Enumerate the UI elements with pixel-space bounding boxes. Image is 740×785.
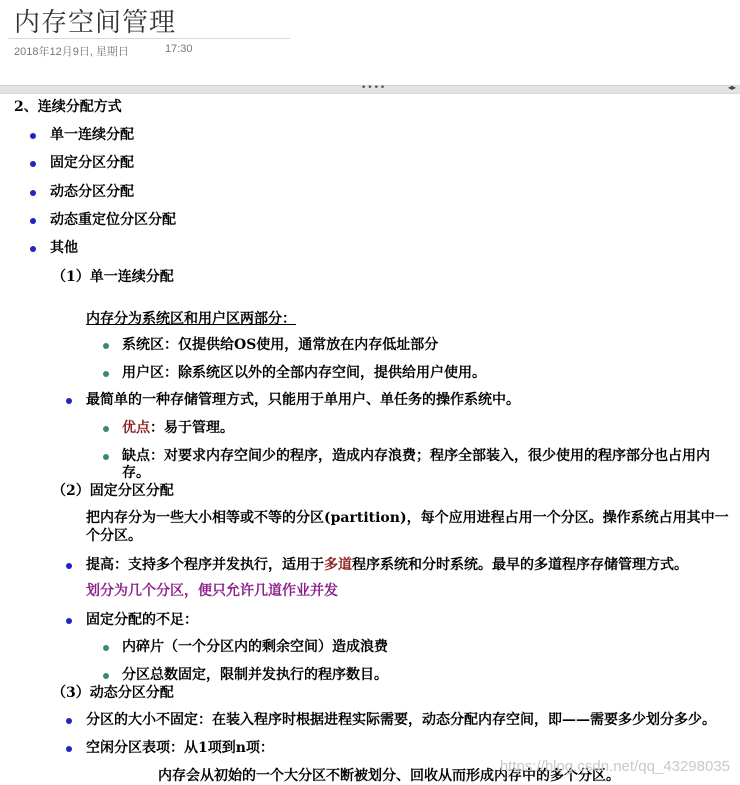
bullet-icon [103, 645, 109, 651]
page-date: 2018年12月9日, 星期日 [14, 46, 129, 58]
partition-highlight: 划分为几个分区，便只允许几道作业并发 [86, 583, 338, 599]
bullet-icon [30, 161, 36, 167]
improvement-text-c: 程序系统和分时系统。最早的多道程序存储管理方式。 [352, 557, 688, 573]
bullet-icon [66, 398, 72, 404]
watermark: https://blog.csdn.net/qq_43298035 [499, 758, 730, 775]
bullet-icon [30, 218, 36, 224]
bullet-icon [103, 426, 109, 432]
improvement-highlight: 多道 [324, 557, 352, 573]
bullet-icon [66, 563, 72, 569]
improvement-text-a: 提高：支持多个程序并发执行，适用于 [86, 557, 324, 573]
bullet-icon [66, 746, 72, 752]
bullet-icon [103, 454, 109, 460]
page-time: 17:30 [165, 43, 193, 55]
list-item: 用户区：除系统区以外的全部内存空间，提供给用户使用。 [122, 365, 486, 381]
bullet-icon [103, 673, 109, 679]
fixed-partition-intro-1: 把内存分为一些大小相等或不等的分区(partition)，每个应用进程占用一个分区。操作系统占用其中一 [86, 510, 729, 526]
bullet-icon [103, 343, 109, 349]
list-item: 动态重定位分区分配 [50, 212, 176, 228]
subsection-heading-2: （2）固定分区分配 [52, 483, 174, 499]
list-item: 单一连续分配 [50, 127, 134, 143]
list-item: 动态分区分配 [50, 184, 134, 200]
subsection-heading-1: （1）单一连续分配 [52, 269, 174, 285]
bullet-icon [30, 190, 36, 196]
grip-handle-icon[interactable]: •••• [361, 83, 387, 93]
list-item: 固定分区分配 [50, 155, 134, 171]
list-item: 最简单的一种存储管理方式，只能用于单用户、单任务的操作系统中。 [86, 392, 520, 408]
bullet-icon [103, 371, 109, 377]
page-title[interactable]: 内存空间管理 [14, 8, 177, 38]
fixed-partition-intro-2: 个分区。 [86, 528, 142, 544]
advantage-item [122, 420, 234, 437]
subsection-heading-3: （3）动态分区分配 [52, 685, 174, 701]
advantage-label: 优点 [122, 420, 150, 436]
memory-split-intro: 内存分为系统区和用户区两部分： [86, 311, 296, 327]
list-item: 系统区：仅提供给OS使用，通常放在内存低址部分 [122, 337, 439, 353]
title-divider [8, 38, 290, 39]
list-item: 空闲分区表项：从1项到n项： [86, 740, 274, 756]
disadvantage-line-1: 缺点：对要求内存空间少的程序，造成内存浪费；程序全部装入，很少使用的程序部分也占用内 [122, 448, 710, 464]
dynamic-partition-note: 内存会从初始的一个大分区不断被划分、回收从而形成内存中的多个分区。 [158, 768, 620, 784]
list-item: 固定分配的不足： [86, 612, 198, 628]
pane-splitter[interactable] [0, 85, 740, 94]
list-item: 其他 [50, 240, 78, 256]
bullet-icon [66, 618, 72, 624]
list-item: 内碎片（一个分区内的剩余空间）造成浪费 [122, 639, 388, 655]
list-item: 分区总数固定，限制并发执行的程序数目。 [122, 667, 388, 683]
section-heading: 2、连续分配方式 [14, 99, 122, 115]
improvement-item [86, 557, 688, 574]
bullet-icon [66, 718, 72, 724]
advantage-text: ：易于管理。 [150, 420, 234, 436]
list-item: 分区的大小不固定：在装入程序时根据进程实际需要，动态分配内存空间，即——需要多少划分多少。 [86, 712, 716, 728]
bullet-icon [30, 246, 36, 252]
expand-arrows-icon[interactable]: ◂▸ [727, 83, 736, 92]
disadvantage-line-2: 存。 [122, 465, 150, 481]
bullet-icon [30, 133, 36, 139]
